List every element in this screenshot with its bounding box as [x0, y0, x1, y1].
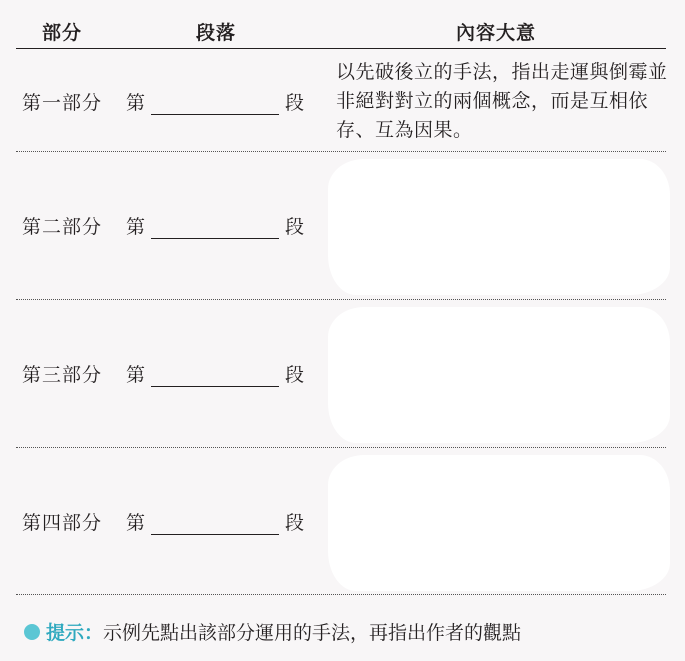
- header-part: 部分: [42, 22, 83, 44]
- table-row: [16, 447, 666, 595]
- table-row: [16, 151, 666, 300]
- row-part-label: 第二部分: [22, 216, 103, 238]
- paragraph-range: [126, 508, 304, 535]
- para-suffix: 段: [285, 92, 305, 114]
- header-content: 內容大意: [456, 22, 537, 44]
- paragraph-range: [126, 360, 304, 387]
- row-part-label: 第四部分: [22, 512, 103, 534]
- para-prefix: 第: [126, 216, 146, 238]
- paragraph-range: [126, 212, 304, 239]
- para-prefix: 第: [126, 92, 146, 114]
- table-header: [16, 14, 666, 49]
- para-suffix: 段: [285, 364, 305, 386]
- para-prefix: 第: [126, 512, 146, 534]
- paragraph-blank[interactable]: [151, 94, 279, 115]
- paragraph-range: [126, 88, 304, 115]
- table-row: [16, 299, 666, 448]
- para-suffix: 段: [285, 512, 305, 534]
- bullet-dot-icon: [24, 624, 40, 640]
- row-part-label: 第三部分: [22, 364, 103, 386]
- content-answer-box[interactable]: [328, 455, 670, 591]
- hint-text: 示例先點出該部分運用的手法，再指出作者的觀點: [103, 622, 522, 644]
- row-part-label: 第一部分: [22, 92, 103, 114]
- table-row: [16, 48, 666, 152]
- hint-label: 提示：: [46, 622, 104, 644]
- paragraph-blank[interactable]: [151, 366, 279, 387]
- content-answer-box[interactable]: [328, 159, 670, 295]
- content-answer-box[interactable]: [328, 307, 670, 443]
- content-summary: 以先破後立的手法，指出走運與倒霉並非絕對對立的兩個概念，而是互相依存、互為因果。: [336, 61, 668, 141]
- paragraph-blank[interactable]: [151, 514, 279, 535]
- para-suffix: 段: [285, 216, 305, 238]
- paragraph-blank[interactable]: [151, 218, 279, 239]
- hint-line: [24, 618, 521, 645]
- header-paragraph: 段落: [196, 22, 237, 44]
- para-prefix: 第: [126, 364, 146, 386]
